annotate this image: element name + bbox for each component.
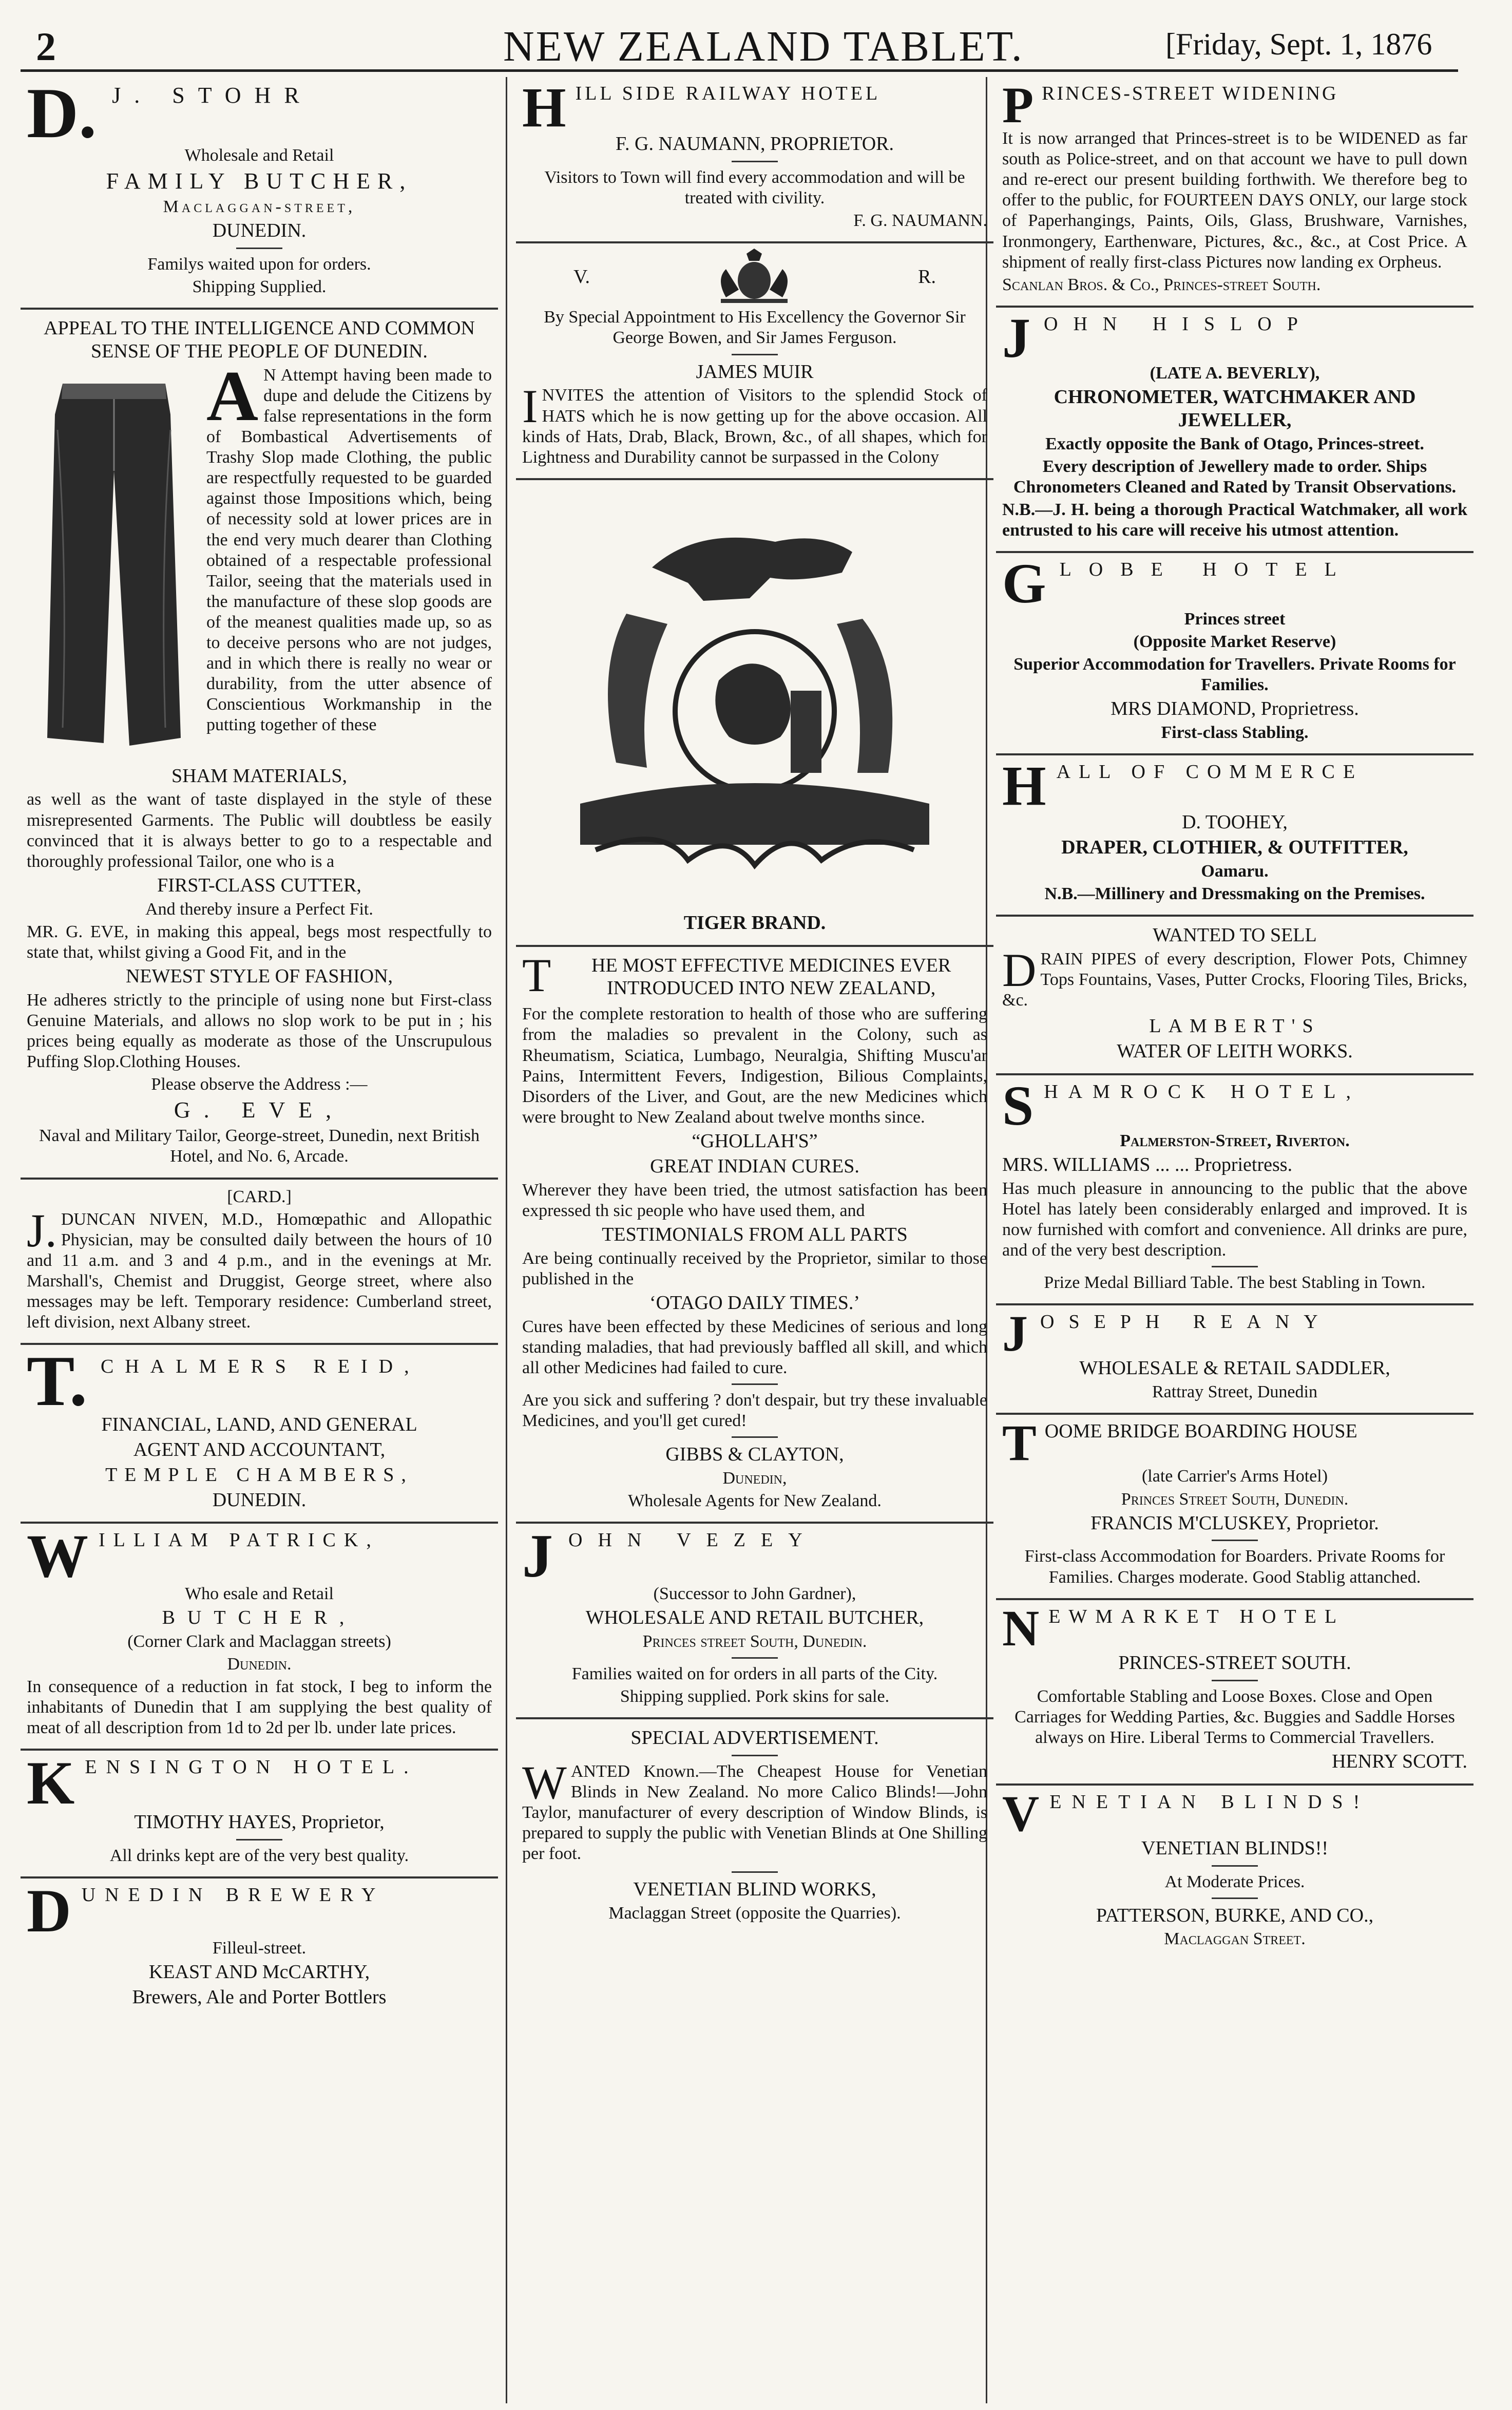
rule — [732, 1871, 778, 1873]
ad-line: First-class Accommodation for Boarders. Private Rooms for Families. Charges moderate. Good Stablig attanched. — [1024, 1547, 1445, 1587]
rule — [236, 248, 282, 249]
drop-cap: T — [1002, 1414, 1037, 1472]
ad-name: GIBBS & CLAYTON, — [665, 1444, 844, 1466]
ad-line: AGENT AND ACCOUNTANT, — [133, 1438, 386, 1460]
ad-heading: ‘OTAGO DAILY TIMES.’ — [649, 1292, 860, 1314]
ad-line: KEAST AND McCARTHY, — [148, 1961, 370, 1983]
ad-dunedin-brewery — [21, 1878, 498, 2019]
ad-address: Naval and Military Tailor, George-street, Dunedin, next British Hotel, and No. 6, Arcade. — [39, 1126, 480, 1166]
drop-cap: J — [1002, 306, 1030, 369]
ad-title: RINCES-STREET WIDENING — [1042, 83, 1338, 104]
ad-line: (Opposite Market Reserve) — [1133, 632, 1336, 651]
ad-name: G. EVE, — [174, 1097, 345, 1123]
ad-tiger-brand — [516, 480, 993, 947]
ad-line: D. TOOHEY, — [1182, 811, 1288, 833]
ad-line: MRS. WILLIAMS ... ... Proprietress. — [1002, 1154, 1293, 1176]
ad-line: Prize Medal Billiard Table. The best Stabling in Town. — [1044, 1273, 1426, 1293]
ad-body: In consequence of a reduction in fat stock, I beg to inform the inhabitants of Dunedin that I am supplying the best quality of meat of all description from 1d to 2d per lb. under late prices. — [27, 1677, 492, 1738]
ad-line: DRAPER, CLOTHIER, & OUTFITTER, — [1061, 836, 1408, 858]
rule — [732, 1436, 778, 1438]
ad-chalmers-reid — [21, 1341, 498, 1524]
drop-cap: K — [27, 1749, 75, 1817]
page-header — [21, 21, 1458, 72]
trousers-illustration — [27, 368, 196, 758]
drop-cap: V — [1002, 1785, 1040, 1842]
column-1 — [21, 73, 498, 2019]
drop-cap: W — [522, 1756, 567, 1809]
ad-name: ILL SIDE RAILWAY HOTEL — [575, 83, 881, 104]
ad-body: MR. G. EVE, in making this appeal, begs most respectfully to state that, whilst giving a Good Fit, and in the — [27, 922, 492, 962]
drop-cap: H — [522, 76, 566, 139]
ad-line: PATTERSON, BURKE, AND CO., — [1096, 1904, 1374, 1926]
ad-line: Please observe the Address :— — [151, 1075, 368, 1094]
ad-body: It is now arranged that Princes-street is to be WIDENED as far south as Police-street, and on that account we have to pull down and re-erect our present building forthwith. We therefore beg to offer to the public, for FOURTEEN DAYS ONLY, our large stock of Paperhangings, Paints, Oils, Glass, Brushware, Varnishes, Ironmongery, Earthenware, Pictures, &c., &c., at Cost Price. A shipment of really first-class Pictures now landing ex Orpheus. — [1002, 129, 1467, 272]
ad-line: HENRY SCOTT. — [1332, 1750, 1467, 1772]
drop-cap: J — [522, 1522, 553, 1590]
ad-name: OHN HISLOP — [1044, 313, 1313, 335]
rule — [1212, 1680, 1258, 1681]
ad-body: RAIN PIPES of every description, Flower Pots, Chimney Tops Fountains, Vases, Putter Crocks, Flooring Tiles, Bricks, &c. — [1002, 949, 1467, 1010]
ad-hill-side-hotel — [516, 77, 993, 243]
ad-name: VENETIAN BLIND WORKS, — [633, 1878, 876, 1901]
drop-cap: G — [1002, 552, 1046, 615]
ad-body: NVITES the attention of Visitors to the splendid Stock of HATS which he is now getting up for the above occasion. All kinds of Hats, Drab, Black, Brown, &c., of all shapes, which for Lightness and Durability cannot be surpassed in the Colony — [522, 386, 987, 467]
ad-line: Wholesale Agents for New Zealand. — [628, 1491, 882, 1511]
ad-name: ENETIAN BLINDS! — [1049, 1791, 1370, 1813]
ad-name: OHN VEZEY — [568, 1529, 818, 1551]
column-3 — [996, 77, 1473, 1960]
drop-cap: W — [27, 1522, 88, 1590]
rule — [732, 1383, 778, 1385]
ad-name: CHALMERS REID, — [101, 1356, 420, 1378]
ad-venetian-blind-works — [516, 1719, 993, 1934]
ad-line: Comfortable Stabling and Loose Boxes. Close and Open Carriages for Wedding Parties, &c. Buggies and Saddle Horses always on Hire. Liberal Terms to Commercial Travellers. — [1015, 1686, 1455, 1747]
ad-line: WATER OF LEITH WORKS. — [1117, 1040, 1353, 1062]
ad-kensington-hotel — [21, 1751, 498, 1878]
ad-heading: “GHOLLAH'S” — [692, 1130, 818, 1152]
ad-body: He adheres strictly to the principle of using none but First-class Genuine Materials, and allows no slop work to be put in ; his prices being equally as moderate as those of the Unscrupulous Puffing Slop.Clothing Houses. — [27, 990, 492, 1072]
ad-heading: SHAM MATERIALS, — [171, 765, 348, 787]
ad-line: Exactly opposite the Bank of Otago, Princes-street. — [1045, 434, 1424, 453]
drop-cap: H — [1002, 754, 1046, 817]
ad-line: FRANCIS M'CLUSKEY, Proprietor. — [1090, 1512, 1379, 1534]
ad-line: Princes Street South, Dunedin. — [1121, 1489, 1349, 1509]
drop-cap: I — [522, 380, 538, 433]
ad-line: Dunedin. — [227, 1654, 292, 1674]
tiger-caption: TIGER BRAND. — [683, 912, 826, 934]
ad-heading: TESTIMONIALS FROM ALL PARTS — [602, 1223, 908, 1245]
drop-cap: D — [1002, 943, 1037, 996]
ad-body: Are being continually received by the Proprietor, similar to those published in the — [522, 1248, 987, 1288]
ad-name: JAMES MUIR — [696, 360, 814, 383]
ad-line: Superior Accommodation for Travellers. Private Rooms for Families. — [1013, 654, 1456, 694]
ad-line: Maclaggan Street (opposite the Quarries). — [608, 1904, 901, 1923]
ad-name: LAMBERT'S — [1149, 1015, 1320, 1037]
ad-line: (Successor to John Gardner), — [653, 1584, 856, 1603]
drop-cap: J. — [27, 1204, 57, 1257]
ad-scanlan-bros — [996, 77, 1473, 308]
ad-body: ANTED Known.—The Cheapest House for Venetian Blinds in New Zealand. No more Calico Blinds!—John Taylor, manufacturer of every description of Window Blinds, is prepared to supply the public with Venetian Blinds at One Shilling per foot. — [522, 1761, 987, 1864]
ad-name: OOME BRIDGE BOARDING HOUSE — [1044, 1420, 1357, 1443]
ad-line: (LATE A. BEVERLY), — [1150, 364, 1320, 383]
ad-line: All drinks kept are of the very best quality. — [109, 1846, 409, 1865]
ad-title: SPECIAL ADVERTISEMENT. — [630, 1726, 879, 1749]
ad-line: F. G. NAUMANN, PROPRIETOR. — [615, 133, 894, 155]
ad-name: LOBE HOTEL — [1059, 559, 1354, 581]
ad-william-patrick — [21, 1524, 498, 1751]
ad-joseph-reany — [996, 1305, 1473, 1415]
ad-line: VENETIAN BLINDS!! — [1141, 1837, 1329, 1859]
ad-line: Dunedin, — [722, 1469, 787, 1488]
ad-body: as well as the want of taste displayed in the style of these misrepresented Garments. The Public will doubtless be easily convinced that it is always better to go to a respectable and thoroughly professional Tailor, one who is a — [27, 790, 492, 871]
ad-line: Wholesale and Retail — [184, 145, 334, 165]
ad-line: Princes street — [1184, 609, 1286, 629]
masthead: NEW ZEALAND TABLET. — [503, 23, 1024, 70]
ad-line: MRS DIAMOND, Proprietress. — [1111, 698, 1359, 719]
ad-line: Palmerston-Street, Riverton. — [1120, 1131, 1350, 1150]
ad-line: (late Carrier's Arms Hotel) — [1141, 1467, 1328, 1486]
rule — [236, 1839, 282, 1840]
ad-name: OSEPH REANY — [1040, 1311, 1332, 1333]
ad-name: EWMARKET HOTEL — [1048, 1605, 1345, 1627]
royal-crest-icon — [711, 249, 798, 305]
ad-globe-hotel — [996, 553, 1473, 755]
drop-cap: D — [27, 1876, 71, 1945]
ad-body: Wherever they have been tried, the utmost satisfaction has been expressed th sic people who have used them, and — [522, 1180, 987, 1220]
ad-body: For the complete restoration to health of those who are suffering from the maladies so prevalent in the Colony, such as Rheumatism, Sciatica, Lumbago, Neuralgia, Shifting Muscu'ar Pains, Intermittent Fevers, Indigestion, Bilious Complaints, Disorders of the Liver, and Gout, are the new Medicines which were brought to New Zealand about twelve months since. — [522, 1004, 987, 1127]
ad-line: WHOLESALE AND RETAIL BUTCHER, — [585, 1606, 924, 1628]
ad-line: Maclaggan Street. — [1164, 1929, 1306, 1949]
ad-niven — [21, 1180, 498, 1345]
ad-card: [CARD.] — [227, 1187, 292, 1206]
tiger-brand-engraving — [534, 496, 975, 906]
ad-lamberts-water-of-leith — [996, 917, 1473, 1075]
ad-line: Oamaru. — [1201, 861, 1269, 881]
ad-heading: NEWEST STYLE OF FASHION, — [125, 965, 393, 988]
ad-line: N.B.—Millinery and Dressmaking on the Premises. — [1044, 884, 1425, 903]
rule — [732, 1657, 778, 1659]
ad-eve-tailor — [21, 310, 498, 1180]
ad-line: Filleul-street. — [212, 1939, 307, 1958]
ad-line: Every description of Jewellery made to order. Ships Chronometers Cleaned and Rated by Transit Observations. — [1013, 457, 1457, 497]
ad-john-vezey — [516, 1524, 993, 1719]
ad-line: Maclaggan-street, — [163, 197, 356, 216]
ad-body: Cures have been effected by these Medicines of serious and long standing maladies, that had previously baffled all skill, and which all other Medicines had failed to cure. — [522, 1317, 987, 1377]
ad-line: TEMPLE CHAMBERS, — [105, 1464, 413, 1486]
ad-line: Shipping Supplied. — [192, 277, 327, 296]
ad-newmarket-hotel — [996, 1600, 1473, 1786]
drop-cap: S — [1002, 1074, 1034, 1137]
ad-line: Shipping supplied. Pork skins for sale. — [620, 1686, 890, 1706]
ad-stohr — [21, 73, 498, 310]
ad-line: Rattray Street, Dunedin — [1152, 1382, 1317, 1402]
ad-body: DUNCAN NIVEN, M.D., Homœpathic and Allopathic Physician, may be consulted daily between the hours of 10 and 11 a.m. and 3 and 4 p.m., and in the evenings at Mr. Marshall's, Chemist and Druggist, George street, where also messages may be left. Temporary residence: Cumberland street, left division, next Albany street. — [27, 1209, 492, 1332]
ad-name: ENSINGTON HOTEL. — [85, 1756, 418, 1778]
ad-heading: GREAT INDIAN CURES. — [650, 1155, 859, 1177]
ad-line: Visitors to Town will find every accommodation and will be treated with civility. — [544, 168, 965, 208]
ad-line: TIMOTHY HAYES, Proprietor, — [134, 1811, 385, 1833]
ad-james-muir — [516, 243, 993, 480]
ad-line: At Moderate Prices. — [1164, 1872, 1305, 1891]
ad-line: Brewers, Ale and Porter Bottlers — [132, 1986, 387, 2008]
ad-line: F. G. NAUMANN. — [853, 211, 987, 231]
ad-line: FINANCIAL, LAND, AND GENERAL — [101, 1414, 417, 1436]
rule — [1212, 1865, 1258, 1867]
drop-cap: N — [1002, 1599, 1040, 1657]
ad-body: N Attempt having been made to dupe and delude the Citizens by false representations in the form of Bombastical Advertisements of Trashy Slop made Clothing, the public are respectfully requested to be guarded against those Impositions which, being of necessity sold at lower prices are in the end very much dearer than Clothing obtained of a respectable professional Tailor, seeing that the materials used in the manufacture of these slop goods are of the meanest qualities made up, so as to deceive persons who are not judges, and in which there is really no wear or durability, from the utter absence of Conscientious Workmanship in the putting together of these — [206, 365, 492, 735]
rule — [732, 1755, 778, 1756]
column-2 — [516, 77, 993, 1934]
ad-name: UNEDIN BREWERY — [81, 1884, 385, 1906]
ad-body: Are you sick and suffering ? don't despair, but try these invaluable Medicines, and you'll get cured! — [522, 1391, 987, 1431]
ad-name: ILLIAM PATRICK, — [99, 1529, 379, 1551]
column-rule — [506, 77, 507, 2403]
crest-v: V. — [573, 265, 590, 288]
ad-shamrock-hotel — [996, 1075, 1473, 1306]
ad-line: N.B.—J. H. being a thorough Practical Watchmaker, all work entrusted to his care will receive his utmost attention. — [1002, 500, 1467, 540]
drop-cap: A — [206, 356, 259, 436]
drop-cap: T. — [27, 1341, 87, 1421]
ad-john-hislop — [996, 308, 1473, 554]
ad-sign: Scanlan Bros. & Co., Princes-street South. — [1002, 275, 1321, 294]
ad-line: (Corner Clark and Maclaggan streets) — [127, 1631, 391, 1651]
rule — [1212, 1540, 1258, 1541]
ad-hall-of-commerce — [996, 755, 1473, 917]
ad-name: HAMROCK HOTEL, — [1044, 1080, 1361, 1103]
ad-line: CHRONOMETER, WATCHMAKER AND JEWELLER, — [1054, 386, 1416, 431]
ad-line: WHOLESALE & RETAIL SADDLER, — [1079, 1357, 1390, 1379]
rule — [1212, 1897, 1258, 1899]
ad-line: DUNEDIN. — [212, 219, 307, 241]
crest-r: R. — [918, 265, 936, 288]
ad-gollahs-medicines — [516, 947, 993, 1524]
ad-line: And thereby insure a Perfect Fit. — [145, 899, 373, 919]
issue-date: [Friday, Sept. 1, 1876 — [1165, 27, 1432, 61]
page-number: 2 — [36, 24, 56, 69]
rule — [1212, 1266, 1258, 1267]
rule — [732, 354, 778, 355]
ad-line: By Special Appointment to His Excellency the Governor Sir George Bowen, and Sir James Ferguson. — [544, 308, 966, 348]
ad-toome-bridge — [996, 1415, 1473, 1600]
ad-venetian-blinds — [996, 1786, 1473, 1960]
ad-line: Who esale and Retail — [185, 1584, 334, 1603]
ad-name: J. STOHR — [112, 83, 313, 108]
ad-heading: FIRST-CLASS CUTTER, — [157, 874, 361, 896]
ad-name: ALL OF COMMERCE — [1056, 761, 1364, 783]
ad-line: Princes street South, Dunedin. — [642, 1631, 867, 1651]
ad-line: First-class Stabling. — [1161, 723, 1309, 742]
drop-cap: D. — [27, 73, 97, 153]
ad-title: APPEAL TO THE INTELLIGENCE AND COMMON SENSE OF THE PEOPLE OF DUNEDIN. — [44, 317, 475, 362]
ad-line: FAMILY BUTCHER, — [106, 168, 413, 194]
drop-cap: T — [522, 948, 551, 1001]
ad-line: BUTCHER, — [162, 1606, 357, 1628]
ad-title: HE MOST EFFECTIVE MEDICINES EVER INTRODUCED INTO NEW ZEALAND, — [591, 954, 951, 999]
ad-title: WANTED TO SELL — [1153, 924, 1317, 946]
ad-line: DUNEDIN. — [212, 1489, 307, 1511]
drop-cap: J — [1002, 1305, 1028, 1362]
ad-body: Has much pleasure in announcing to the public that the above Hotel has lately been considerably enlarged and improved. It is now furnished with comfort and convenience. All drinks are pure, and of the very best description. — [1002, 1179, 1467, 1260]
ad-line: PRINCES-STREET SOUTH. — [1118, 1652, 1351, 1674]
ad-line: Families waited on for orders in all parts of the City. — [571, 1664, 938, 1683]
drop-cap: P — [1002, 77, 1034, 134]
ad-line: Familys waited upon for orders. — [147, 254, 371, 274]
rule — [732, 161, 778, 162]
